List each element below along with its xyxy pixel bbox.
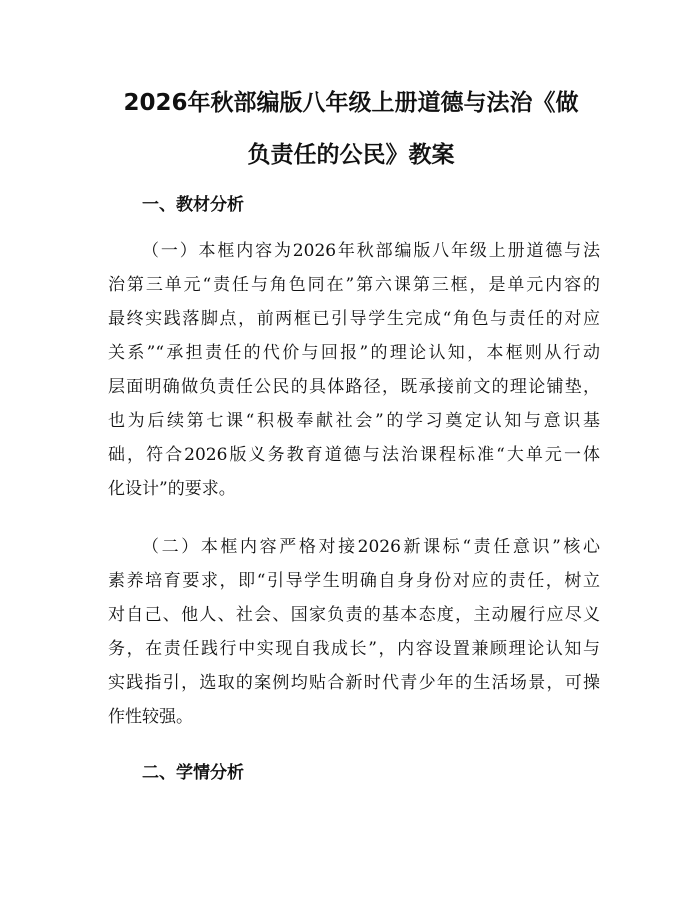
paragraph-line: 层面明确做负责任公民的具体路径，既承接前文的理论铺垫， [108, 377, 600, 397]
paragraph-line: （二）本框内容严格对接2026新课标“责任意识”核心 [142, 537, 600, 557]
paragraph-line: （一）本框内容为2026年秋部编版八年级上册道德与法 [142, 241, 600, 261]
paragraph-line: 关系”“承担责任的代价与回报”的理论认知，本框则从行动 [108, 343, 600, 363]
document-title-line-1: 2026年秋部编版八年级上册道德与法治《做 [123, 90, 579, 116]
paragraph-line: 础，符合2026版义务教育道德与法治课程标准“大单元一体 [108, 445, 600, 465]
paragraph-line: 治第三单元“责任与角色同在”第六课第三框，是单元内容的 [108, 275, 600, 295]
paragraph-line: 实践指引，选取的案例均贴合新时代青少年的生活场景，可操 [108, 673, 600, 693]
section-heading-teaching-material: 一、教材分析 [142, 195, 244, 215]
paragraph-material-1 [108, 234, 600, 506]
section-heading-student-analysis: 二、学情分析 [142, 763, 244, 783]
paragraph-line: 作性较强。 [108, 707, 193, 727]
paragraph-line: 化设计”的要求。 [108, 479, 236, 499]
paragraph-line: 务，在责任践行中实现自我成长”，内容设置兼顾理论认知与 [108, 639, 600, 659]
paragraph-material-2 [108, 530, 600, 734]
paragraph-line: 素养培育要求，即“引导学生明确自身身份对应的责任，树立 [108, 571, 600, 591]
paragraph-line: 也为后续第七课“积极奉献社会”的学习奠定认知与意识基 [108, 411, 600, 431]
document-title-line-2: 负责任的公民》教案 [247, 142, 455, 168]
paragraph-line: 最终实践落脚点，前两框已引导学生完成“角色与责任的对应 [108, 309, 600, 329]
paragraph-line: 对自己、他人、社会、国家负责的基本态度，主动履行应尽义 [108, 605, 600, 625]
